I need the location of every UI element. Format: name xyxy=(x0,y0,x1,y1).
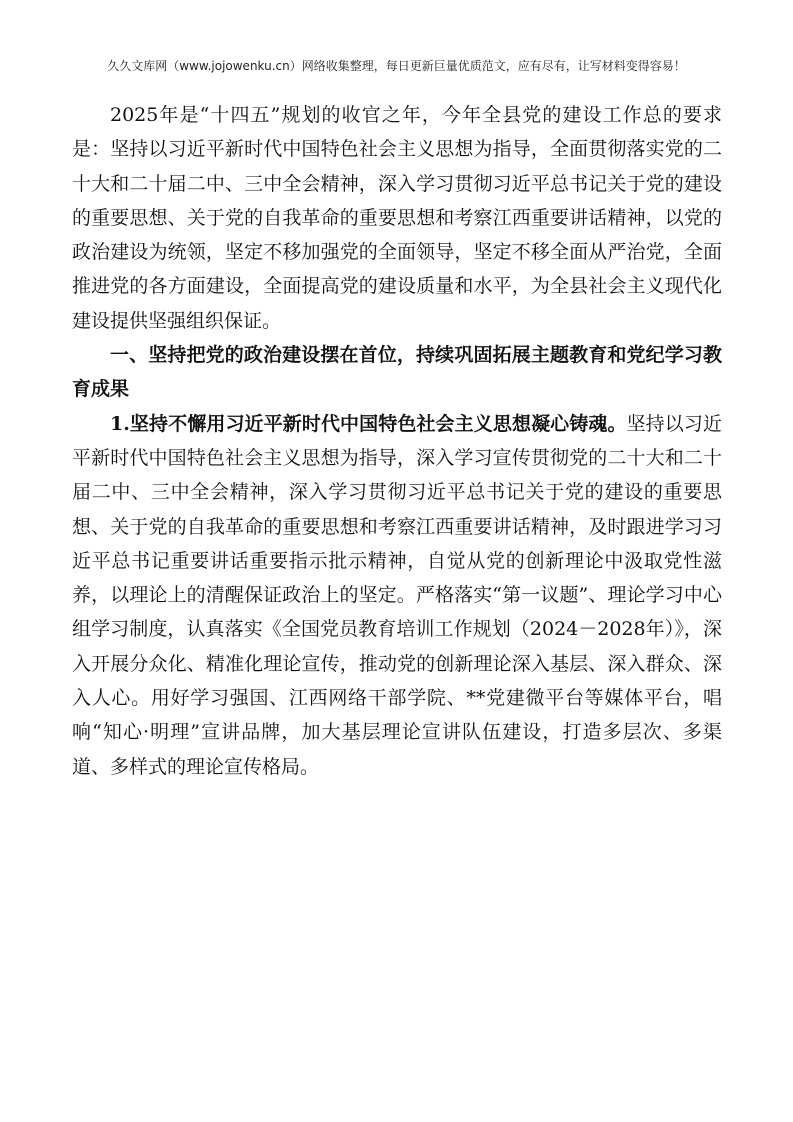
item-body: 坚持以习近平新时代中国特色社会主义思想为指导，深入学习宣传贯彻党的二十大和二十届二中、三中全会精神，深入学习贯彻习近平总书记关于党的建设的重要思想、关于党的自我革命的重要思想和考察江西重要讲话精神，及时跟进学习习近平总书记重要讲话重要指示批示精神，自觉从党的创新理论中汲取党性滋养，以理论上的清醒保证政治上的坚定。严格落实“第一议题”、理论学习中心组学习制度，认真落实《全国党员教育培训工作规划（2024－2028年）》，深入开展分众化、精准化理论宣传，推动党的创新理论深入基层、深入群众、深入人心。用好学习强国、江西网络干部学院、**党建微平台等媒体平台，唱响“知心·明理”宣讲品牌，加大基层理论宣讲队伍建设，打造多层次、多渠道、多样式的理论宣传格局。 xyxy=(72,412,722,778)
site-header-note: 久久文库网（www.jojowenku.cn）网络收集整理，每日更新巨量优质范文，应有尽有，让写材料变得容易！ xyxy=(107,59,686,73)
intro-paragraph: 2025年是“十四五”规划的收官之年，今年全县党的建设工作总的要求是：坚持以习近平新时代中国特色社会主义思想为指导，全面贯彻落实党的二十大和二十届二中、三中全会精神，深入学习贯彻习近平总书记关于党的建设的重要思想、关于党的自我革命的重要思想和考察江西重要讲话精神，以党的政治建设为统领，坚定不移加强党的全面领导，坚定不移全面从严治党，全面推进党的各方面建设，全面提高党的建设质量和水平，为全县社会主义现代化建设提供坚强组织保证。 xyxy=(72,104,722,332)
item-lead: 1.坚持不懈用习近平新时代中国特色社会主义思想凝心铸魂。 xyxy=(110,412,627,435)
item-paragraph xyxy=(72,407,722,784)
document-body xyxy=(72,98,722,784)
section-heading: 一、坚持把党的政治建设摆在首位，持续巩固拓展主题教育和党纪学习教育成果 xyxy=(72,344,722,401)
